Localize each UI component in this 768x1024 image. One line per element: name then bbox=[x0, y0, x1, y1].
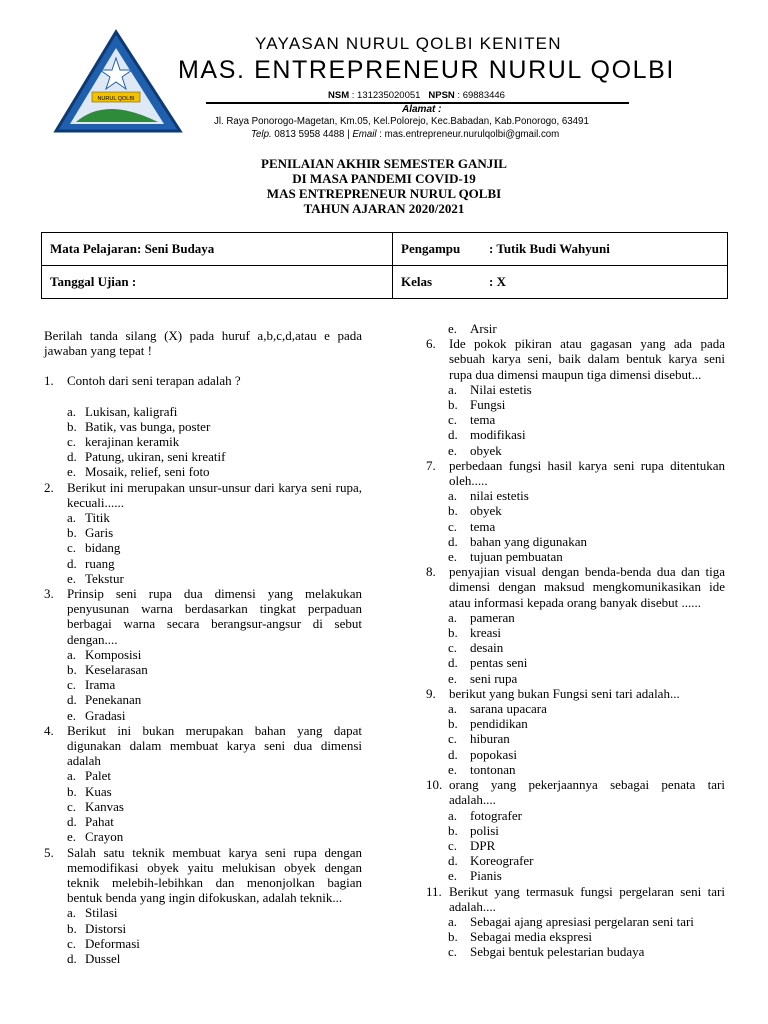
option-item: d. ruang bbox=[67, 555, 115, 571]
question-text: Berikut ini merupakan unsur-unsur dari karya seni rupa, kecuali...... bbox=[67, 479, 362, 510]
address-label: Alamat : bbox=[402, 104, 442, 115]
option-item: a. Palet bbox=[67, 768, 111, 784]
option-item: a. fotografer bbox=[448, 807, 522, 823]
option-list bbox=[426, 701, 725, 777]
option-item: e. Gradasi bbox=[67, 707, 126, 723]
option-item: b. Fungsi bbox=[448, 397, 506, 413]
option-item: c. Sebgai bentuk pelestarian budaya bbox=[448, 944, 645, 960]
option-list bbox=[426, 382, 725, 458]
option-item: e. tujuan pembuatan bbox=[448, 549, 563, 565]
question: 4. Berikut ini bukan merupakan bahan yang dapat digunakan dalam membuat karya seni dua dimensi adalah bbox=[44, 722, 362, 769]
question: 8. penyajian visual dengan benda-benda dua dan tiga dimensi dengan maksud mengkomunikasikan ide atau informasi kepada orang banyak disebut ...... bbox=[426, 564, 725, 610]
option-item: d. bahan yang digunakan bbox=[448, 533, 587, 549]
question: 11. Berikut yang termasuk fungsi pergelaran seni tari adalah.... bbox=[426, 883, 725, 914]
option-item: a. Komposisi bbox=[67, 646, 142, 662]
option-item: a. nilai estetis bbox=[448, 488, 529, 504]
question bbox=[44, 373, 362, 388]
option-item: b. Distorsi bbox=[67, 920, 127, 936]
option-item: e. obyek bbox=[448, 442, 502, 458]
option-item: a. Lukisan, kaligrafi bbox=[67, 403, 178, 419]
class-value: : X bbox=[489, 274, 506, 289]
school-codes bbox=[328, 90, 505, 101]
option-list bbox=[44, 510, 362, 586]
option-item: c. DPR bbox=[448, 837, 496, 853]
option-item: c. Irama bbox=[67, 677, 116, 693]
option-list bbox=[426, 488, 725, 564]
npsn-label: NPSN bbox=[428, 90, 455, 101]
foundation-name: YAYASAN NURUL QOLBI KENITEN bbox=[255, 34, 562, 53]
option-list bbox=[44, 404, 362, 480]
question-text: penyajian visual dengan benda-benda dua dan tiga dimensi dengan maksud mengkomunikasikan ide atau informasi kepada orang banyak disebut ...... bbox=[449, 564, 725, 610]
option-item: d. Pahat bbox=[67, 814, 114, 830]
question-text: Ide pokok pikiran atau gagasan yang ada pada sebuah karya seni, baik dalam bentuk karya seni rupa dua dimensi maupun tiga dimensi disebut... bbox=[449, 336, 725, 382]
option-item: c. kerajinan keramik bbox=[67, 434, 180, 450]
question-number: 1. bbox=[44, 373, 54, 389]
teacher-cell bbox=[393, 233, 728, 266]
option-item: b. Garis bbox=[67, 525, 114, 541]
option-item: a. Sebagai ajang apresiasi pergelaran seni tari bbox=[448, 913, 694, 929]
option-list bbox=[426, 808, 725, 884]
question: 3. Prinsip seni rupa dua dimensi yang melakukan penyusunan warna berdasarkan tingkat perpaduan berbagai warna secara berangsur-angsur di sebut dengan.... bbox=[44, 586, 362, 647]
option-item: a. Titik bbox=[67, 510, 110, 526]
question: 5. Salah satu teknik membuat karya seni rupa dengan memodifikasi obyek yaitu melukisan obyek dengan teknik melebih-lebihkan dan menonjolkan bagian bentuk benda yang ingin difokuskan, adalah teknik... bbox=[44, 844, 362, 906]
question-text: perbedaan fungsi hasil karya seni rupa ditentukan oleh..... bbox=[449, 457, 725, 489]
option-item: b. kreasi bbox=[448, 625, 502, 641]
option-item: c. hiburan bbox=[448, 731, 510, 747]
question-text: Berikut yang termasuk fungsi pergelaran seni tari adalah.... bbox=[449, 883, 725, 914]
email: : mas.entrepreneur.nurulqolbi@gmail.com bbox=[379, 129, 560, 140]
option-item: a. sarana upacara bbox=[448, 701, 547, 717]
title-line: DI MASA PANDEMI COVID-19 bbox=[292, 171, 476, 186]
option-item: b. obyek bbox=[448, 503, 502, 519]
phone-label: Telp. bbox=[251, 129, 272, 140]
question: 10. orang yang pekerjaannya sebagai penata tari adalah.... bbox=[426, 777, 725, 808]
option-item: d. Penekanan bbox=[67, 692, 142, 708]
option-item: d. Koreografer bbox=[448, 853, 534, 869]
option-item: d. Patung, ukiran, seni kreatif bbox=[67, 449, 226, 465]
class-label: Kelas bbox=[401, 274, 433, 289]
option-item: d. popokasi bbox=[448, 746, 517, 762]
option-item: e. Crayon bbox=[67, 829, 124, 845]
exam-titles bbox=[0, 156, 768, 216]
option-item: b. Keselarasan bbox=[67, 662, 148, 678]
option-item: c. Deformasi bbox=[67, 935, 140, 951]
option-item: a. pameran bbox=[448, 609, 515, 625]
title-line: PENILAIAN AKHIR SEMESTER GANJIL bbox=[261, 156, 507, 171]
nsm-value: : 131235020051 bbox=[351, 90, 421, 101]
phone: 0813 5958 4488 | bbox=[274, 129, 350, 140]
option-item: c. tema bbox=[448, 412, 496, 428]
option-item: b. Kuas bbox=[67, 783, 112, 799]
school-name: MAS. ENTREPRENEUR NURUL QOLBI bbox=[178, 56, 675, 84]
option-item: e. seni rupa bbox=[448, 670, 518, 686]
npsn-value: : 69883446 bbox=[457, 90, 505, 101]
table-row bbox=[42, 233, 728, 266]
question-text: berikut yang bukan Fungsi seni tari adalah... bbox=[449, 685, 680, 701]
option-list bbox=[426, 914, 725, 960]
option-item: e. tontonan bbox=[448, 761, 516, 777]
option-item: a. Nilai estetis bbox=[448, 381, 532, 397]
option-item: c. bidang bbox=[67, 540, 121, 556]
class-cell bbox=[393, 266, 728, 299]
table-row bbox=[42, 266, 728, 299]
svg-text:NURUL QOLBI: NURUL QOLBI bbox=[97, 96, 135, 102]
option-item: d. Dussel bbox=[67, 950, 121, 966]
exam-info-table bbox=[41, 232, 728, 299]
question-text: Prinsip seni rupa dua dimensi yang melakukan penyusunan warna berdasarkan tingkat perpaduan berbagai warna secara berangsur-angsur di sebut dengan.... bbox=[67, 586, 362, 647]
title-line: TAHUN AJARAN 2020/2021 bbox=[303, 201, 465, 216]
left-column bbox=[44, 328, 362, 966]
option-item: e. Pianis bbox=[448, 868, 502, 884]
option-list bbox=[44, 647, 362, 723]
question-text: Contoh dari seni terapan adalah ? bbox=[67, 373, 241, 389]
question-text: Berikut ini bukan merupakan bahan yang dapat digunakan dalam membuat karya seni dua dimensi adalah bbox=[67, 722, 362, 769]
option-item: c. Kanvas bbox=[67, 798, 124, 814]
option-item: b. Sebagai media ekspresi bbox=[448, 929, 593, 945]
option-item: a. Stilasi bbox=[67, 905, 118, 921]
school-logo bbox=[46, 26, 186, 138]
question-text: orang yang pekerjaannya sebagai penata tari adalah.... bbox=[449, 777, 725, 808]
option-item: b. pendidikan bbox=[448, 716, 528, 732]
title-line: MAS ENTREPRENEUR NURUL QOLBI bbox=[266, 186, 502, 201]
question-text: Salah satu teknik membuat karya seni rupa dengan memodifikasi obyek yaitu melukisan obyek dengan teknik melebih-lebihkan dan menonjolkan bagian bentuk benda yang ingin difokuskan, adalah teknik... bbox=[67, 844, 362, 906]
option-list bbox=[426, 610, 725, 686]
option-list bbox=[44, 905, 362, 966]
nsm-label: NSM bbox=[328, 90, 350, 101]
teacher-label: Pengampu bbox=[401, 241, 461, 256]
teacher-value: : Tutik Budi Wahyuni bbox=[489, 241, 610, 256]
instructions: Berilah tanda silang (X) pada huruf a,b,c,d,atau e pada jawaban yang tepat ! bbox=[44, 328, 362, 359]
address: Jl. Raya Ponorogo-Magetan, Km.05, Kel.Polorejo, Kec.Babadan, Kab.Ponorogo, 63491 bbox=[214, 116, 589, 127]
question: 7. perbedaan fungsi hasil karya seni rupa ditentukan oleh..... bbox=[426, 457, 725, 489]
right-column bbox=[426, 321, 725, 960]
option-item: d. modifikasi bbox=[448, 427, 526, 443]
option-item: e. Tekstur bbox=[67, 570, 124, 586]
option-item: c. tema bbox=[448, 518, 496, 534]
contact-line bbox=[251, 129, 559, 140]
date-cell: Tanggal Ujian : bbox=[42, 266, 393, 299]
subject-cell: Mata Pelajaran: Seni Budaya bbox=[42, 233, 393, 266]
option-item: d. pentas seni bbox=[448, 655, 528, 671]
option-item: c. desain bbox=[448, 640, 504, 656]
email-label: Email bbox=[352, 129, 377, 140]
option-item: b. Batik, vas bunga, poster bbox=[67, 418, 211, 434]
option-list bbox=[44, 768, 362, 844]
option-list bbox=[426, 321, 725, 336]
option-item: e. Mosaik, relief, seni foto bbox=[67, 464, 210, 480]
question: 6. Ide pokok pikiran atau gagasan yang ada pada sebuah karya seni, baik dalam bentuk karya seni rupa dua dimensi maupun tiga dimensi disebut... bbox=[426, 336, 725, 382]
option-item: b. polisi bbox=[448, 822, 499, 838]
option-item: e. Arsir bbox=[448, 321, 497, 336]
question: 9. berikut yang bukan Fungsi seni tari adalah... bbox=[426, 685, 680, 701]
question: 2. Berikut ini merupakan unsur-unsur dari karya seni rupa, kecuali...... bbox=[44, 479, 362, 510]
